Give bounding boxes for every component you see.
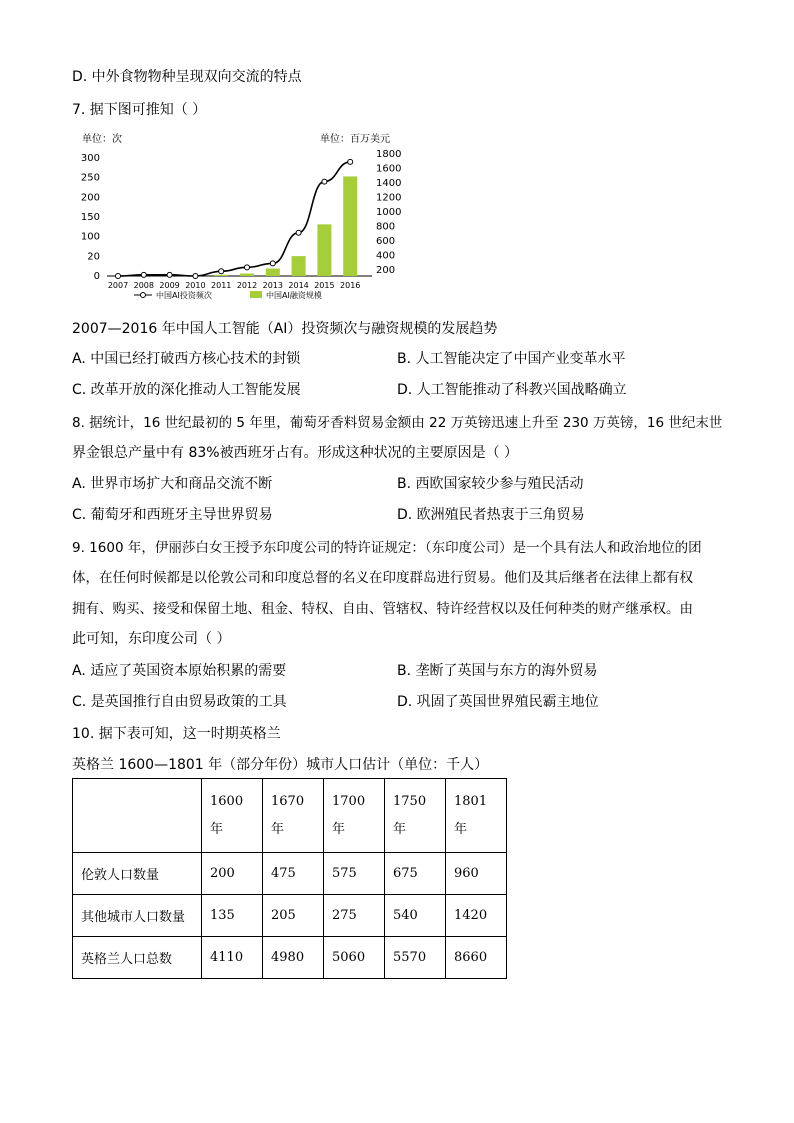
x-tick-label: 2014	[288, 281, 309, 290]
x-tick-label: 2008	[133, 281, 154, 290]
right-tick-label: 1600	[376, 163, 402, 175]
x-tick-label: 2011	[211, 281, 232, 290]
left-unit-label: 单位：次	[82, 134, 122, 145]
table-cell: 5060	[324, 937, 385, 979]
q9-option-d: D. 巩固了英国世界殖民霸主地位	[397, 694, 599, 710]
table-corner-cell	[73, 779, 202, 853]
q8-stem-line2: 界金银总产量中有 83%被西班牙占有。形成这种状况的主要原因是（ ）	[72, 445, 519, 461]
table-cell: 8660	[446, 937, 507, 979]
investment-point	[193, 274, 198, 279]
right-tick-label: 800	[376, 221, 396, 233]
right-tick-label: 1200	[376, 192, 402, 204]
q7-option-c: C. 改革开放的深化推动人工智能发展	[72, 382, 301, 398]
q10-table-title: 英格兰 1600—1801 年（部分年份）城市人口估计（单位：千人）	[72, 757, 489, 773]
investment-point	[296, 230, 301, 235]
q8-option-c: C. 葡萄牙和西班牙主导世界贸易	[72, 507, 273, 523]
q6-option-d: D. 中外食物物种呈现双向交流的特点	[72, 69, 302, 85]
investment-point	[167, 272, 172, 277]
population-table	[72, 778, 507, 979]
table-cell: 4980	[263, 937, 324, 979]
financing-bar	[292, 256, 306, 276]
left-tick-label: 100	[80, 231, 100, 243]
table-year-cell: 1670 年	[263, 779, 324, 853]
legend-bar-label: 中国AI融资规模	[266, 291, 322, 300]
q7-option-b: B. 人工智能决定了中国产业变革水平	[397, 351, 626, 367]
q9-stem-line2: 体，在任何时候都是以伦敦公司和印度总督的名义在印度群岛进行贸易。他们及其后继者在法律上都有权	[72, 570, 693, 586]
right-tick-label: 600	[376, 236, 396, 247]
table-row-label: 其他城市人口数量	[73, 895, 202, 937]
investment-point	[322, 179, 327, 184]
table-row	[73, 937, 507, 979]
right-tick-label: 1800	[376, 149, 402, 160]
table-cell: 275	[324, 895, 385, 937]
left-tick-label: 0	[93, 271, 100, 282]
table-cell: 575	[324, 853, 385, 895]
financing-bar	[214, 275, 228, 276]
right-unit-label: 单位：百万美元	[320, 134, 390, 145]
legend-line-label: 中国AI投资频次	[156, 291, 212, 300]
financing-bar	[343, 176, 357, 276]
q9-stem-line1: 9. 1600 年，伊丽莎白女王授予东印度公司的特许证规定：（东印度公司）是一个具有法人和政治地位的团	[72, 540, 702, 556]
investment-point	[141, 272, 146, 277]
table-row	[73, 895, 507, 937]
right-tick-label: 400	[376, 250, 396, 262]
left-tick-label: 300	[80, 153, 100, 164]
q7-stem: 7. 据下图可推知（ ）	[72, 102, 207, 118]
investment-point	[270, 261, 275, 266]
investment-chart	[72, 128, 432, 306]
table-cell: 4110	[202, 937, 263, 979]
table-cell: 675	[385, 853, 446, 895]
x-tick-label: 2007	[107, 281, 129, 290]
x-tick-label: 2015	[314, 281, 335, 290]
table-cell: 1420	[446, 895, 507, 937]
table-row-label: 伦敦人口数量	[73, 853, 202, 895]
q8-option-d: D. 欧洲殖民者热衷于三角贸易	[397, 507, 585, 523]
x-tick-label: 2009	[159, 281, 180, 290]
table-row-label: 英格兰人口总数	[73, 937, 202, 979]
left-tick-label: 20	[87, 251, 100, 263]
q7-option-d: D. 人工智能推动了科教兴国战略确立	[397, 382, 627, 398]
table-cell: 135	[202, 895, 263, 937]
left-tick-label: 250	[80, 172, 100, 184]
financing-bar	[317, 224, 331, 276]
table-year-cell: 1700 年	[324, 779, 385, 853]
q9-option-c: C. 是英国推行自由贸易政策的工具	[72, 694, 287, 710]
financing-bar	[240, 274, 254, 276]
q7-caption: 2007—2016 年中国人工智能（AI）投资频次与融资规模的发展趋势	[72, 321, 498, 337]
investment-point	[116, 274, 121, 279]
q8-option-b: B. 西欧国家较少参与殖民活动	[397, 476, 584, 492]
left-tick-label: 200	[80, 192, 100, 204]
left-tick-label: 150	[80, 212, 100, 223]
q9-stem-line4: 此可知，东印度公司（ ）	[72, 631, 231, 647]
q8-stem-line1: 8. 据统计，16 世纪最初的 5 年里，葡萄牙香料贸易金额由 22 万英镑迅速上升至 230 万英镑，16 世纪末世	[72, 415, 723, 431]
table-row	[73, 853, 507, 895]
investment-point	[245, 265, 250, 270]
table-cell: 475	[263, 853, 324, 895]
q9-stem-line3: 拥有、购买、接受和保留土地、租金、特权、自由、管辖权、特许经营权以及任何种类的财产继承权。由	[72, 601, 693, 617]
x-tick-label: 2016	[340, 281, 361, 290]
right-tick-label: 1400	[376, 178, 402, 189]
investment-line	[118, 162, 350, 276]
right-tick-label: 1000	[376, 207, 402, 218]
q9-option-b: B. 垄断了英国与东方的海外贸易	[397, 663, 598, 679]
table-cell: 5570	[385, 937, 446, 979]
legend-bar-swatch	[250, 291, 262, 298]
investment-point	[348, 159, 353, 164]
table-year-cell: 1750 年	[385, 779, 446, 853]
table-cell: 960	[446, 853, 507, 895]
table-cell: 200	[202, 853, 263, 895]
q9-option-a: A. 适应了英国资本原始积累的需要	[72, 663, 287, 679]
q7-option-a: A. 中国已经打破西方核心技术的封锁	[72, 351, 301, 367]
legend-line-marker	[141, 293, 146, 298]
table-cell: 205	[263, 895, 324, 937]
table-year-cell: 1600 年	[202, 779, 263, 853]
right-tick-label: 200	[376, 265, 396, 276]
table-year-cell: 1801 年	[446, 779, 507, 853]
x-tick-label: 2010	[185, 281, 206, 290]
investment-chart-svg	[72, 128, 432, 306]
x-tick-label: 2012	[236, 281, 258, 290]
q8-option-a: A. 世界市场扩大和商品交流不断	[72, 476, 273, 492]
x-tick-label: 2013	[262, 281, 283, 290]
investment-point	[219, 269, 224, 274]
table-cell: 540	[385, 895, 446, 937]
table-header-row	[73, 779, 507, 853]
financing-bar	[266, 269, 280, 276]
q10-stem: 10. 据下表可知，这一时期英格兰	[72, 726, 281, 742]
